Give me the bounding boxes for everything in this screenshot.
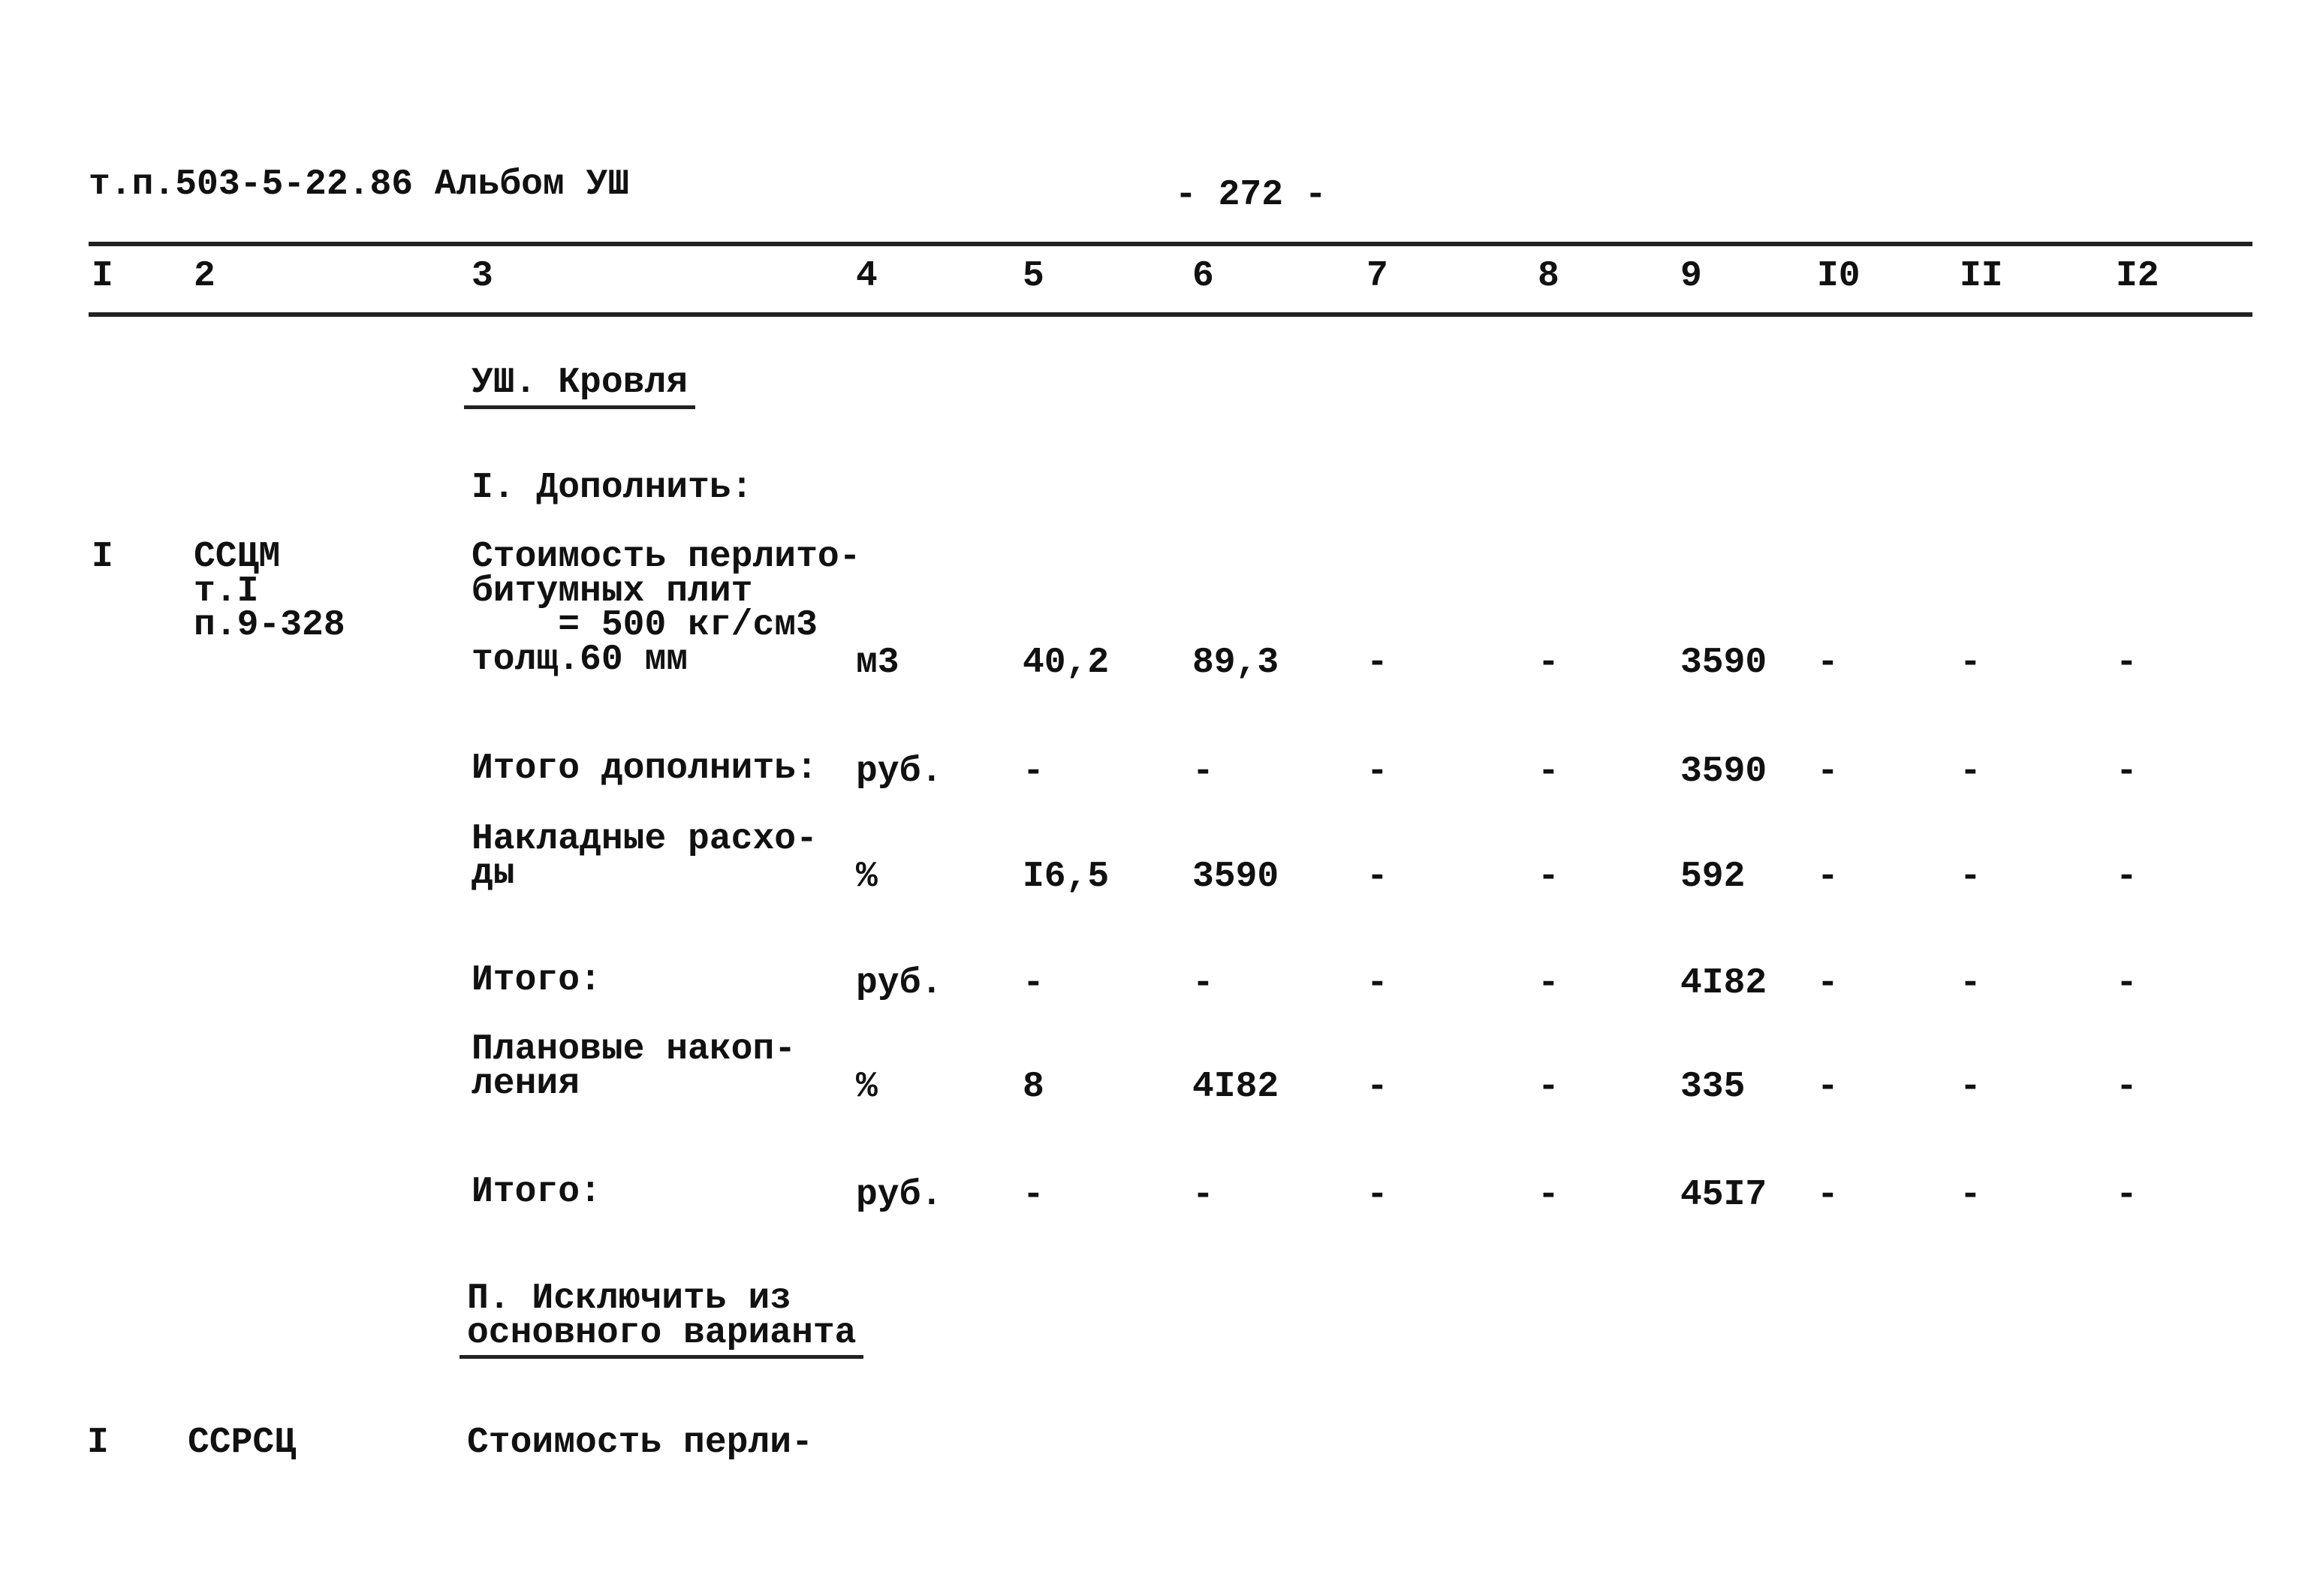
cell-col-8: - bbox=[1538, 963, 1559, 1004]
cell-col-7: - bbox=[1366, 963, 1388, 1004]
column-header-11: II bbox=[1960, 256, 2003, 297]
cell-col-7: - bbox=[1366, 856, 1388, 897]
cell-col-10: - bbox=[1817, 751, 1839, 792]
subsection-exclude: П. Исключить из основного варианта bbox=[459, 1282, 863, 1359]
cell-col-12: - bbox=[2116, 1175, 2138, 1215]
cell-col-7: - bbox=[1366, 751, 1388, 792]
column-header-10: I0 bbox=[1817, 256, 1861, 297]
cell-col-4: % bbox=[856, 1066, 878, 1107]
cell-col-11: - bbox=[1960, 751, 1981, 792]
header-bottom-rule bbox=[89, 312, 2252, 317]
cell-col-10: - bbox=[1817, 856, 1839, 897]
cell-col-4: руб. bbox=[856, 1175, 943, 1215]
cell-col-10: - bbox=[1817, 1066, 1839, 1107]
last-row-number: I bbox=[87, 1423, 109, 1463]
section-title: УШ. Кровля bbox=[464, 365, 695, 409]
cell-col-5: 8 bbox=[1023, 1066, 1044, 1107]
cell-col-5: - bbox=[1023, 1175, 1044, 1215]
header-top-rule bbox=[89, 242, 2252, 246]
cell-col-9: 3590 bbox=[1680, 642, 1767, 683]
cell-col-11: - bbox=[1960, 856, 1981, 897]
cell-col-1: I bbox=[92, 537, 113, 577]
cell-col-12: - bbox=[2116, 751, 2138, 792]
cell-col-3: Итого: bbox=[472, 960, 601, 1001]
cell-col-6: 3590 bbox=[1192, 856, 1279, 897]
cell-col-6: 89,3 bbox=[1192, 642, 1279, 683]
cell-col-12: - bbox=[2116, 963, 2138, 1004]
cell-col-2: ССЦМ т.I п.9-328 bbox=[194, 537, 345, 646]
cell-col-9: 4I82 bbox=[1680, 963, 1767, 1004]
cell-col-3: Итого дополнить: bbox=[472, 748, 818, 789]
subsection-add: I. Дополнить: bbox=[472, 468, 753, 508]
cell-col-8: - bbox=[1538, 1175, 1559, 1215]
cell-col-3: Итого: bbox=[472, 1172, 601, 1212]
cell-col-5: 40,2 bbox=[1023, 642, 1110, 683]
column-header-1: I bbox=[92, 256, 113, 297]
last-row-description: Стоимость перли- bbox=[467, 1423, 813, 1463]
column-header-12: I2 bbox=[2116, 256, 2159, 297]
cell-col-4: м3 bbox=[856, 642, 899, 683]
cell-col-3: Плановые накоп- ления bbox=[472, 1029, 797, 1104]
column-header-6: 6 bbox=[1192, 256, 1214, 297]
column-header-9: 9 bbox=[1680, 256, 1702, 297]
cell-col-11: - bbox=[1960, 1066, 1981, 1107]
cell-col-7: - bbox=[1366, 642, 1388, 683]
cell-col-6: 4I82 bbox=[1192, 1066, 1279, 1107]
cell-col-8: - bbox=[1538, 856, 1559, 897]
cell-col-4: % bbox=[856, 856, 878, 897]
column-header-4: 4 bbox=[856, 256, 878, 297]
cell-col-4: руб. bbox=[856, 751, 943, 792]
column-header-3: 3 bbox=[472, 256, 493, 297]
cell-col-9: 592 bbox=[1680, 856, 1746, 897]
cell-col-5: I6,5 bbox=[1023, 856, 1110, 897]
cell-col-9: 45I7 bbox=[1680, 1175, 1767, 1215]
cell-col-12: - bbox=[2116, 1066, 2138, 1107]
cell-col-7: - bbox=[1366, 1066, 1388, 1107]
column-header-5: 5 bbox=[1023, 256, 1044, 297]
page-number: - 272 - bbox=[1175, 175, 1327, 215]
document-reference: т.п.503-5-22.86 Альбом УШ bbox=[89, 164, 630, 205]
cell-col-8: - bbox=[1538, 1066, 1559, 1107]
cell-col-6: - bbox=[1192, 963, 1214, 1004]
cell-col-3: Накладные расхо- ды bbox=[472, 819, 818, 894]
cell-col-12: - bbox=[2116, 856, 2138, 897]
cell-col-6: - bbox=[1192, 751, 1214, 792]
cell-col-11: - bbox=[1960, 963, 1981, 1004]
cell-col-11: - bbox=[1960, 642, 1981, 683]
cell-col-11: - bbox=[1960, 1175, 1981, 1215]
cell-col-9: 3590 bbox=[1680, 751, 1767, 792]
column-header-7: 7 bbox=[1366, 256, 1388, 297]
cell-col-10: - bbox=[1817, 642, 1839, 683]
cell-col-4: руб. bbox=[856, 963, 943, 1004]
column-header-2: 2 bbox=[194, 256, 215, 297]
cell-col-10: - bbox=[1817, 1175, 1839, 1215]
cell-col-3: Стоимость перлито- битумных плит = 500 кг/см3 толщ.60 мм bbox=[472, 537, 861, 680]
cell-col-8: - bbox=[1538, 751, 1559, 792]
last-row-code: ССРСЦ bbox=[188, 1423, 297, 1463]
cell-col-10: - bbox=[1817, 963, 1839, 1004]
cell-col-5: - bbox=[1023, 751, 1044, 792]
cell-col-5: - bbox=[1023, 963, 1044, 1004]
cell-col-9: 335 bbox=[1680, 1066, 1746, 1107]
cell-col-8: - bbox=[1538, 642, 1559, 683]
column-header-8: 8 bbox=[1538, 256, 1559, 297]
cell-col-7: - bbox=[1366, 1175, 1388, 1215]
cell-col-12: - bbox=[2116, 642, 2138, 683]
cell-col-6: - bbox=[1192, 1175, 1214, 1215]
